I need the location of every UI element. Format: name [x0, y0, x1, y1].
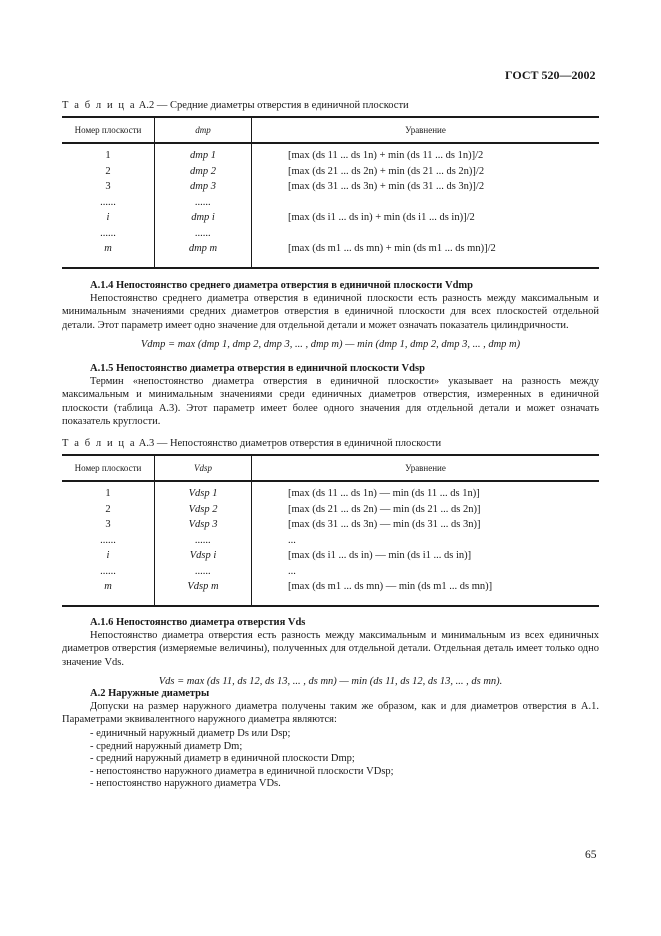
col-symbol	[155, 481, 252, 606]
col-equation	[252, 143, 600, 268]
table-cell: [max (ds 31 ... ds 3n) — min (ds 31 ... ds 3n)]	[288, 519, 481, 530]
paragraph: Непостоянство диаметра отверстия есть разность между максимальным и минимальным из всех единичных диаметров отверстия (измеряемые величины), полученных для отдельной детали. Отдельная деталь имеет только одно значение Vds.	[62, 630, 599, 668]
table-cell: ......	[100, 565, 116, 577]
table-header-cell: dmp	[155, 117, 252, 143]
table-cell: m	[104, 581, 112, 592]
table-cell: dmp i	[191, 212, 215, 223]
table-cell: ......	[100, 534, 116, 546]
table-cell: [max (ds 21 ... ds 2n) — min (ds 21 ... ds 2n)]	[288, 503, 481, 515]
table-cell: 1	[105, 150, 111, 161]
section-title: А.1.4 Непостоянство среднего диаметра отверстия в единичной плоскости Vdmp	[90, 280, 473, 291]
formula: Vdmp = max (dmp 1, dmp 2, dmp 3, ... , dmp m) — min (dmp 1, dmp 2, dmp 3, ... , dmp m)	[140, 338, 521, 350]
table-header-cell: Номер плоскости	[62, 117, 155, 143]
table-a3	[62, 454, 599, 607]
table-cell: ......	[195, 196, 211, 208]
table-cell: ......	[195, 565, 211, 577]
table-a3-caption	[62, 438, 441, 449]
table-cell: ......	[195, 534, 211, 546]
table-cell: ...	[288, 565, 296, 577]
table-cell: i	[106, 212, 110, 223]
table-cell: Vdsp m	[187, 581, 219, 592]
table-a2-caption	[62, 100, 409, 111]
table-cell	[288, 226, 599, 242]
list-item: - единичный наружный диаметр Ds или Dsp;	[90, 728, 291, 739]
caption-text: А.3 — Непостоянство диаметров отверстия в единичной плоскости	[136, 438, 442, 449]
list-item: - непостоянство наружного диаметра в единичной плоскости VDsp;	[90, 765, 394, 777]
section-title: А.2 Наружные диаметры	[90, 688, 210, 699]
table-cell: dmp 2	[190, 165, 216, 177]
table-cell: 1	[105, 488, 111, 499]
table-cell: 2	[105, 165, 111, 177]
list-item: - средний наружный диаметр в единичной плоскости Dmp;	[90, 753, 355, 764]
section-a2	[62, 687, 599, 727]
paragraph: Термин «непостоянство диаметра отверстия в единичной плоскости» указывает на разность между максимальным и минимальным значениями среди единичных диаметров отверстия, измеренных в единичной плоскости (таблица А.3). Этот параметр имеет более одного значения для отдельной детали и может означать показатель круглости.	[62, 376, 599, 427]
table-cell: dmp 1	[190, 150, 216, 161]
section-a16	[62, 616, 599, 688]
parameter-list	[90, 728, 394, 791]
table-cell: m	[104, 243, 112, 254]
paragraph: Непостоянство среднего диаметра отверстия в единичной плоскости есть разность между максимальным и минимальным значениями средних диаметров отверстия в единичной плоскости для всех плоскостей отдельной детали. Этот параметр имеет одно значение для отдельной детали и может означать показатель цилиндричности.	[62, 293, 599, 331]
table-cell: [max (ds 31 ... ds 3n) + min (ds 31 ... ds 3n)]/2	[288, 181, 485, 192]
table-cell: [max (ds i1 ... ds in) — min (ds i1 ... ds in)]	[288, 550, 472, 561]
table-cell: ......	[100, 227, 116, 239]
table-cell: [max (ds 21 ... ds 2n) + min (ds 21 ... ds 2n)]/2	[288, 165, 485, 177]
col-symbol	[155, 143, 252, 268]
table-a2	[62, 116, 599, 269]
table-cell: [max (ds i1 ... ds in) + min (ds i1 ... ds in)]/2	[288, 212, 475, 223]
table-cell: 3	[105, 519, 111, 530]
table-cell: 2	[105, 503, 111, 515]
table-header-cell: Уравнение	[252, 117, 600, 143]
section-a15	[62, 362, 599, 428]
table-cell: dmp 3	[190, 181, 216, 192]
table-cell: [max (ds m1 ... ds mn) + min (ds m1 ... ds mn)]/2	[288, 243, 496, 254]
table-cell: ......	[100, 196, 116, 208]
table-cell: [max (ds 11 ... ds 1n) + min (ds 11 ... ds 1n)]/2	[288, 150, 484, 161]
formula: Vds = max (ds 11, ds 12, ds 13, ... , ds mn) — min (ds 11, ds 12, ds 13, ... , ds mn).	[158, 675, 503, 687]
section-title: А.1.6 Непостоянство диаметра отверстия Vds	[90, 617, 306, 628]
section-a14	[62, 279, 599, 351]
page-number: 65	[585, 849, 597, 861]
table-header-cell: Уравнение	[252, 455, 600, 481]
table-cell: Vdsp 3	[188, 519, 218, 530]
table-cell: [max (ds 11 ... ds 1n) — min (ds 11 ... ds 1n)]	[288, 488, 480, 499]
col-equation	[252, 481, 600, 606]
section-title: А.1.5 Непостоянство диаметра отверстия в единичной плоскости Vdsp	[90, 363, 425, 374]
table-cell: [max (ds m1 ... ds mn) — min (ds m1 ... ds mn)]	[288, 581, 493, 592]
table-header-cell: Vdsp	[155, 455, 252, 481]
table-cell: ......	[195, 227, 211, 239]
col-plane	[62, 143, 155, 268]
table-cell: Vdsp i	[189, 550, 217, 561]
col-plane	[62, 481, 155, 606]
table-cell: Vdsp 1	[188, 488, 218, 499]
table-cell: 3	[105, 181, 111, 192]
caption-label: Т а б л и ц а	[62, 100, 137, 111]
table-header-cell: Номер плоскости	[62, 455, 155, 481]
caption-text: А.2 — Средние диаметры отверстия в единичной плоскости	[136, 100, 409, 111]
caption-label: Т а б л и ц а	[62, 438, 137, 449]
table-cell	[288, 195, 599, 211]
paragraph: Допуски на размер наружного диаметра получены таким же образом, как и для диаметров отверстия в А.1. Параметрами эквивалентного наружного диаметра являются:	[62, 701, 599, 726]
table-cell: i	[106, 550, 110, 561]
table-cell: dmp m	[188, 243, 218, 254]
document-header: ГОСТ 520—2002	[505, 68, 596, 82]
list-item: - непостоянство наружного диаметра VDs.	[90, 778, 281, 789]
list-item: - средний наружный диаметр Dm;	[90, 740, 243, 752]
table-cell: Vdsp 2	[188, 503, 218, 515]
table-cell: ...	[288, 534, 296, 546]
